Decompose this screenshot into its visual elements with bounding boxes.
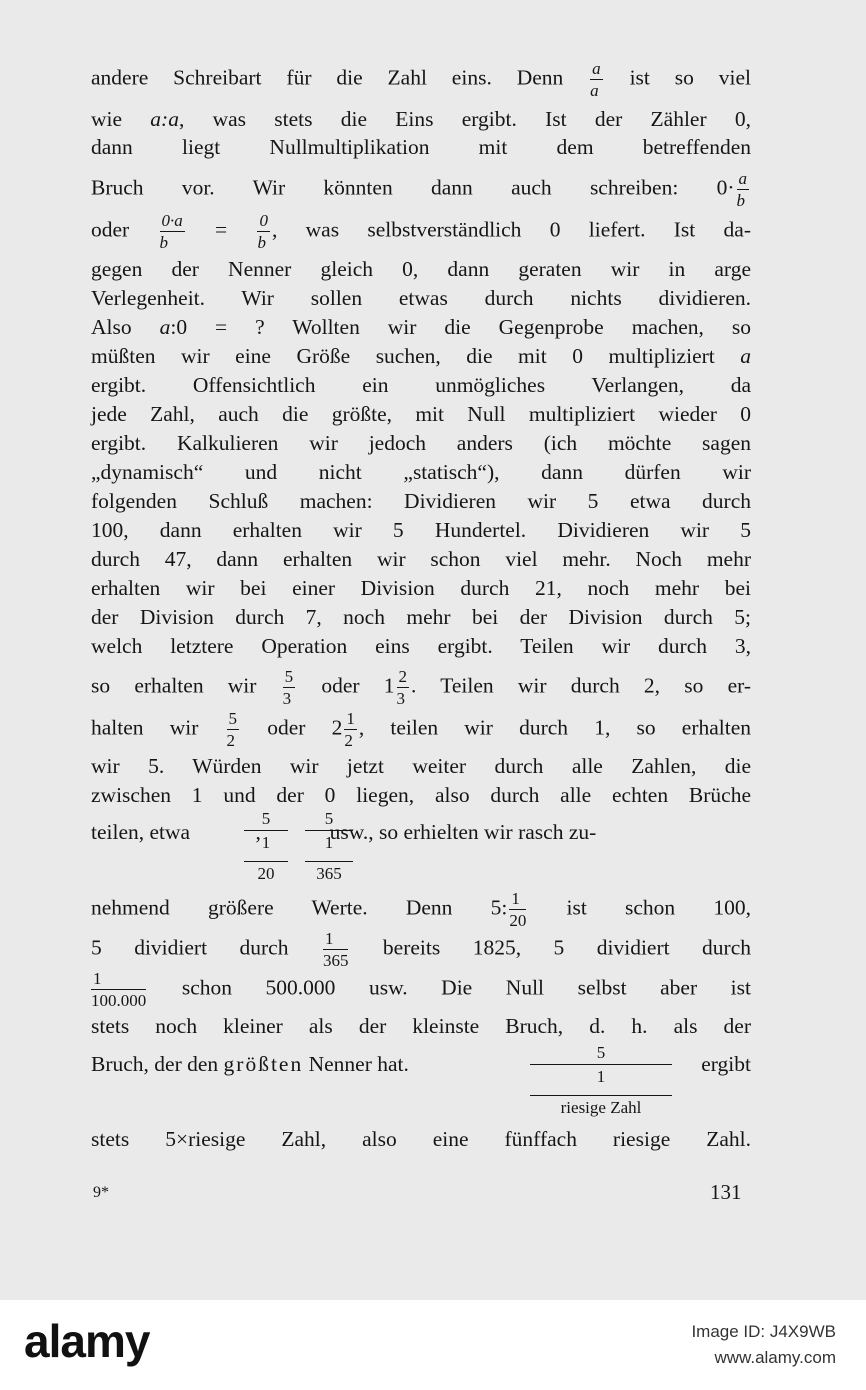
text-run: wie [91,107,123,131]
text-line-29: Bruch, der den größten Nenner hat. [91,1052,409,1076]
text-line-10: ergibt. Offensichtlich ein unmögliches Verlangen, da [91,373,751,397]
text-line-26: 5 dividiert durch $\frac{1}{365}$ bereits 1825, 5 dividiert durch [91,929,752,970]
text-run: ist so viel [629,65,752,90]
text-line-1 [91,60,751,99]
text-run: Bruch vor. Wir könnten dann auch schreiben: 0· [91,175,735,200]
text-line-12: ergibt. Kalkulieren wir jedoch anders (ich möchte sagen [91,431,751,455]
text-line-29-end: ergibt [701,1052,751,1076]
math-expression: a:a [150,107,179,131]
text-line-27: $\frac{1}{100.000}$ schon 500.000 usw. Die Null selbst aber ist [91,969,751,1010]
compound-fraction-5-over-1-over-365: 5 1 365 [305,810,353,882]
text-line-4 [91,170,751,209]
text-line-6: gegen der Nenner gleich 0, dann geraten wir in arge [91,257,751,281]
text-line-25: nehmend größere Werte. Denn 5: $\frac{1}{20}$ ist schon 100, [91,889,751,930]
text-line-14: folgenden Schluß machen: Dividieren wir 5 etwa durch [91,489,751,513]
text-line-20: so erhalten wir $\frac{5}{3}$ oder 1 $\frac{2}{3}$ . Teilen wir durch 2, so er- [91,667,752,708]
image-url: www.alamy.com [714,1348,836,1367]
fraction-five-halves: $\frac{5}{2}$ [226,709,238,750]
fraction-five-thirds: $\frac{5}{3}$ [282,667,294,708]
text-line-9: müßten wir eine Größe suchen, die mit 0 multipliziert a [91,344,752,368]
fraction-one-365th: $\frac{1}{365}$ [322,929,349,970]
image-id: Image ID: J4X9WB [691,1322,836,1341]
text-line-16: durch 47, dann erhalten wir schon viel mehr. Noch mehr [91,547,751,571]
text-run: , was stets die Eins ergibt. Ist der Zähler 0, [178,107,752,131]
text-line-13: „dynamisch“ und nicht „statisch“), dann dürfen wir [91,460,751,484]
text-run: , was selbstverständlich 0 liefert. Ist da- [271,217,752,242]
compound-fraction-5-over-1-over-riesige-zahl: 5 1 riesige Zahl [530,1044,672,1116]
text-line-22: wir 5. Würden wir jetzt weiter durch alle Zahlen, die [91,754,751,778]
text-run: oder [91,217,130,242]
alamy-logo: alamy [24,1315,150,1367]
fraction-one-20th: $\frac{1}{20}$ [509,889,527,930]
text-line-17: erhalten wir bei einer Division durch 21, noch mehr bei [91,576,751,600]
fraction-a-over-a: $\frac{a}{a}$ [590,59,601,100]
text-line-18: der Division durch 7, noch mehr bei der Division durch 5; [91,605,751,629]
text-line-19: welch letztere Operation eins ergibt. Teilen wir durch 3, [91,634,751,658]
text-run: dann liegt Nullmultiplikation mit dem betreffenden [91,135,751,159]
fraction-one-half: $\frac{1}{2}$ [344,709,355,750]
text-line-15: 100, dann erhalten wir 5 Hundertel. Dividieren wir 5 [91,518,751,542]
text-line-28: stets noch kleiner als der kleinste Bruch, d. h. als der [91,1014,751,1038]
text-line-30: stets 5×riesige Zahl, also eine fünffach riesige Zahl. [91,1127,751,1151]
stock-footer [0,1300,866,1390]
fraction-two-thirds: $\frac{2}{3}$ [396,667,408,708]
fraction-zero-a-over-b: $\frac{0\cdot a}{b}$ [159,211,183,252]
text-line-24: teilen, etwa , usw., so erhielten wir rasch zu- [91,820,597,844]
text-line-8: Also a:0 = ? Wollten wir die Gegenprobe machen, so [91,315,752,339]
text-line-5 [91,212,751,251]
fraction-a-over-b: $\frac{a}{b}$ [736,169,747,210]
fraction-zero-over-b: $\frac{0}{b}$ [257,211,268,252]
text-line-21: halten wir $\frac{5}{2}$ oder 2 $\frac{1}{2}$ , teilen wir durch 1, so erhalten [91,709,752,750]
text-line-2 [91,105,751,133]
text-line-11: jede Zahl, auch die größte, mit Null multipliziert wieder 0 [91,402,751,426]
signature-mark: 9* [93,1184,109,1201]
fraction-one-100000th: $\frac{1}{100.000}$ [91,969,147,1010]
compound-fraction-5-over-1-over-20: 5 1 20 [244,810,288,882]
page-number: 131 [710,1180,742,1204]
text-line-7: Verlegenheit. Wir sollen etwas durch nichts dividieren. [91,286,751,310]
text-line-3 [91,133,751,161]
text-line-23: zwischen 1 und der 0 liegen, also durch alle echten Brüche [91,783,751,807]
text-run: = [215,217,228,242]
text-run: andere Schreibart für die Zahl eins. Denn [91,65,564,90]
